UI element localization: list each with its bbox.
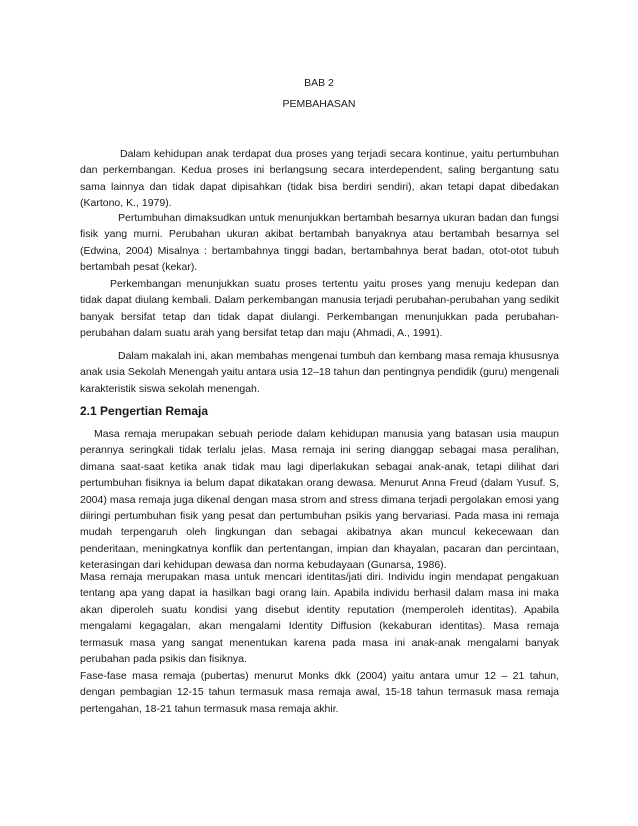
section-paragraph-3: Fase-fase masa remaja (pubertas) menurut Monks dkk (2004) yaitu antara umur 12 – 21 tahun, dengan pembagian 12-15 tahun termasuk masa remaja awal, 15-18 tahun termasuk masa remaja pertengahan, 18-21 tahun termasuk masa remaja akhir. — [80, 670, 559, 715]
chapter-title: PEMBAHASAN — [282, 98, 356, 110]
intro-paragraph-1: Dalam kehidupan anak terdapat dua proses yang terjadi secara kontinue, yaitu pertumbuhan dan perkembangan. Kedua proses ini berlangsung secara interdependent, saling bergantung satu sama lainnya dan tidak dapat dipisahkan (tidak bisa berdiri sendiri), akan tetapi dapat dibedakan (Kartono, K., 1979). — [80, 148, 559, 210]
section-paragraph-2: Masa remaja merupakan masa untuk mencari identitas/jati diri. Individu ingin mendapat pengakuan tentang apa yang dapat ia hasilkan bagi orang lain. Apabila individu berhasil dalam masa ini maka akan diperoleh suatu kondisi yang disebut identity reputation (memperoleh identitas). Apabila mengalami kegagalan, akan mengalami Identity Diffusion (kekaburan identitas). Masa remaja termasuk masa yang sangat menentukan karena pada masa ini anak-anak mengalami banyak perubahan pada psikis dan fisiknya. — [80, 571, 559, 666]
section-paragraph-1: Masa remaja merupakan sebuah periode dalam kehidupan manusia yang batasan usia maupun perannya seringkali tidak terlalu jelas. Masa remaja ini sering dianggap sebagai masa peralihan, dimana saat-saat ketika anak tidak mau lagi diperlakukan sebagai anak-anak, tetapi dilihat dari pertumbuhan fisiknya ia belum dapat dikatakan orang dewasa. Menurut Anna Freud (dalam Yusuf. S, 2004) masa remaja juga dikenal dengan masa strom and stress dimana terjadi pergolakan emosi yang diiringi pertumbuhan fisik yang pesat dan pertumbuhan psikis yang bervariasi. Pada masa ini remaja mudah terpengaruh oleh lingkungan dan sebagai akibatnya akan muncul kekecewaan dan penderitaan, meningkatnya konflik dan pertentangan, impian dan khayalan, pacaran dan percintaan, keterasingan dari kehidupan dewasa dan norma kebudayaan (Gunarsa, 1986). — [80, 428, 559, 572]
intro-paragraph-3: Perkembangan menunjukkan suatu proses tertentu yaitu proses yang menuju kedepan dan tidak dapat diulang kembali. Dalam perkembangan manusia terjadi perubahan-perubahan yang sedikit banyak bersifat tetap dan tidak dapat diulangi. Perkembangan menunjukkan pada perubahan-perubahan dalam suatu arah yang bersifat tetap dan maju (Ahmadi, A., 1991). — [80, 278, 559, 340]
section-heading: 2.1 Pengertian Remaja — [80, 404, 209, 418]
intro-paragraph-4: Dalam makalah ini, akan membahas mengenai tumbuh dan kembang masa remaja khususnya anak usia Sekolah Menengah yaitu antara usia 12–18 tahun dan pentingnya pendidik (guru) mengenali karakteristik siswa sekolah menengah. — [80, 350, 559, 395]
chapter-number: BAB 2 — [304, 77, 334, 89]
intro-paragraph-2: Pertumbuhan dimaksudkan untuk menunjukkan bertambah besarnya ukuran badan dan fungsi fisik yang murni. Perubahan ukuran akibat bertambah banyaknya atau bertambah besarnya sel (Edwina, 2004) Misalnya : bertambahnya tinggi badan, bertambahnya berat badan, otot-otot tubuh bertambah pesat (kekar). — [80, 212, 559, 274]
